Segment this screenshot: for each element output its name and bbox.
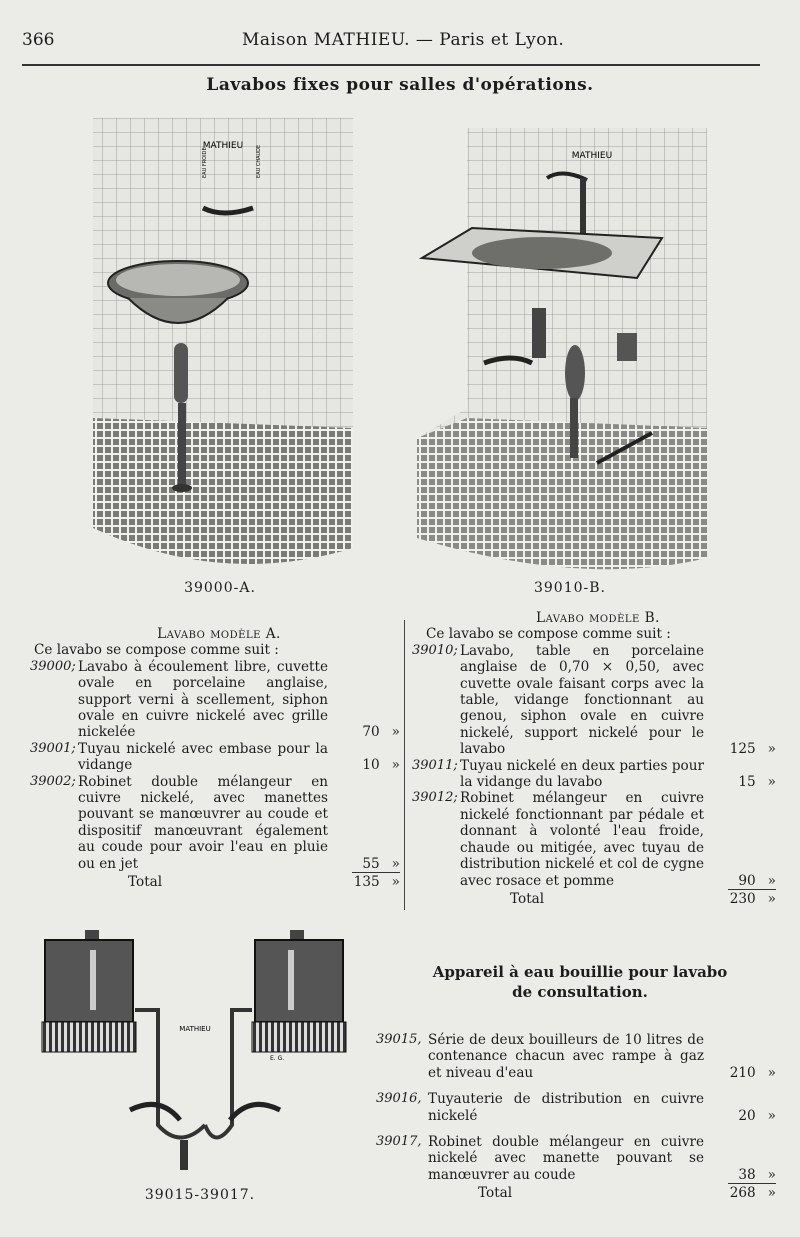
list-item: 39010; Lavabo, table en porcelaine anglaise de 0,70 × 0,50, avec cuvette ovale faisant corps avec la table, vidange fonctionnant au genou, siphon ovale en cuivre nickelé, support nickelé pour le lavabo 125 » [412,642,776,758]
model-b-section [412,610,784,907]
basin-bowl [472,237,612,269]
total-label: Total [510,890,545,907]
boiler-title-line1: Appareil à eau bouillie pour lavabo [432,963,728,981]
item-price: 10 [362,757,380,774]
mixer-spout [180,1140,188,1170]
page-title: Lavabos fixes pour salles d'opérations. [206,75,594,95]
item-ref: 39010; [412,642,458,658]
item-price: 125 [729,741,756,758]
item-ref: 39012; [412,790,458,806]
item-desc: Lavabo, table en porcelaine anglaise de 0,70 × 0,50, avec cuvette ovale faisant corps avec la table, vidange fonctionnant au genou, siphon ovale en cuivre nickelé, support nickelé pour le lavabo [460,642,704,758]
model-b-title: Lavabo modèle B. [536,610,660,626]
siphon [174,343,188,403]
model-a-intro: Ce lavabo se compose comme suit : [34,642,279,659]
boiler-section [376,962,784,1202]
list-item: 39000; Lavabo à écoulement libre, cuvette ovale en porcelaine anglaise, support verni à scellement, siphon ovale en cuivre nickelé avec grille nickelée 70 » [30,658,400,741]
floor-tiles [417,418,707,569]
total-row: Total 230 » [412,891,784,907]
model-a-section [30,626,408,891]
item-ref: 39017, [376,1134,422,1150]
figure-lavabo-a [88,118,358,578]
item-ref: 39016, [376,1091,422,1107]
siphon [532,308,546,358]
list-item: 39017, Robinet double mélangeur en cuivre nickelé avec manette pouvant se manœuvrer au coude 38 » [376,1134,776,1183]
running-title: Maison MATHIEU. — Paris et Lyon. [242,30,565,50]
brand-mark: MATHIEU [179,1025,211,1033]
total-value: 268 [729,1185,756,1202]
figure-caption-c: 39015-39017. [144,1187,256,1203]
header-rule [22,64,760,66]
brand-mark: MATHIEU [571,151,613,161]
item-price: 20 [738,1107,756,1124]
list-item: 39016, Tuyauterie de distribution en cuivre nickelé 20 » [376,1091,776,1124]
item-desc: Tuyauterie de distribution en cuivre nickelé [428,1091,704,1124]
total-value: 135 [353,874,380,891]
total-label: Total [128,874,163,891]
total-value: 230 [729,890,756,907]
item-price: 15 [738,774,756,791]
mixer-handle-right [230,1104,280,1120]
boiler-right [252,930,346,1052]
item-desc: Série de deux bouilleurs de 10 litres de contenance chacun avec rampe à gaz et niveau d'eau [428,1032,704,1081]
item-price: 90 [738,872,756,889]
total-row: Total 135 » [30,874,408,890]
figure-caption-a: 39000-A. [184,580,256,596]
pedestal-pipe [178,403,186,488]
item-desc: Robinet double mélangeur en cuivre nickelé, avec manettes pouvant se manœuvrer au coude et dispositif manœuvrant également au coude pour avoir l'eau en pluie ou en jet [78,773,328,872]
brand-mark: MATHIEU [202,141,244,151]
list-item: 39012; Robinet mélangeur en cuivre nickelé fonctionnant par pédale et donnant à volonté l'eau froide, chaude ou mitigée, avec tuyau de distribution nickelé et col de cygne avec rosace et pomme 90 » [412,790,776,889]
list-item: 39011; Tuyau nickelé en deux parties pour la vidange du lavabo 15 » [412,757,776,791]
item-desc: Lavabo à écoulement libre, cuvette ovale en porcelaine anglaise, support verni à scellement, siphon ovale en cuivre nickelé avec grille nickelée [78,658,328,741]
item-price: 55 [362,855,380,872]
label-hot-water: EAU CHAUDE [256,144,262,178]
item-ref: 39015, [376,1032,422,1047]
item-ref: 39002; [30,773,76,789]
item-desc: Tuyau nickelé en deux parties pour la vidange du lavabo [460,757,704,791]
pedal-valve [617,333,637,361]
item-price: 38 [738,1166,756,1183]
item-price: 210 [729,1064,756,1081]
item-desc: Tuyau nickelé avec embase pour la vidange [78,740,328,774]
item-ref: 39000; [30,658,76,674]
item-ref: 39001; [30,740,76,756]
total-row: Total 268 » [376,1185,784,1201]
label-cold-water: EAU FROIDE [202,147,208,178]
figure-caption-b: 39010-B. [533,580,606,596]
list-item: 39015, Série de deux bouilleurs de 10 litres de contenance chacun avec rampe à gaz et niveau d'eau 210 » [376,1032,776,1081]
floor-tiles [93,418,353,564]
item-desc: Robinet mélangeur en cuivre nickelé fonctionnant par pédale et donnant à volonté l'eau froide, chaude ou mitigée, avec tuyau de distribution nickelé et col de cygne avec rosace et pomme [460,790,704,889]
model-a-title: Lavabo modèle A. [157,626,281,642]
boiler-left [42,930,136,1052]
list-item: 39002; Robinet double mélangeur en cuivre nickelé, avec manettes pouvant se manœuvrer au coude et dispositif manœuvrant également au coude pour avoir l'eau en pluie ou en jet 55 » [30,773,400,872]
page-header [22,30,782,60]
item-ref: 39011; [412,757,458,773]
figure-lavabo-b [412,118,712,578]
list-item: 39001; Tuyau nickelé avec embase pour la vidange 10 » [30,740,400,774]
engraver-mark: E. G. [270,1055,285,1062]
figure-boilers [30,925,370,1185]
total-label: Total [478,1185,513,1202]
drain-pipe [570,398,578,458]
mixer-handle-left [130,1104,180,1120]
model-b-intro: Ce lavabo se compose comme suit : [426,626,671,643]
item-desc: Robinet double mélangeur en cuivre nickelé avec manette pouvant se manœuvrer au coude [428,1134,704,1183]
boiler-title-line2: de consultation. [512,983,648,1001]
page-number: 366 [22,30,55,50]
column-divider [404,620,405,910]
item-price: 70 [362,724,380,741]
